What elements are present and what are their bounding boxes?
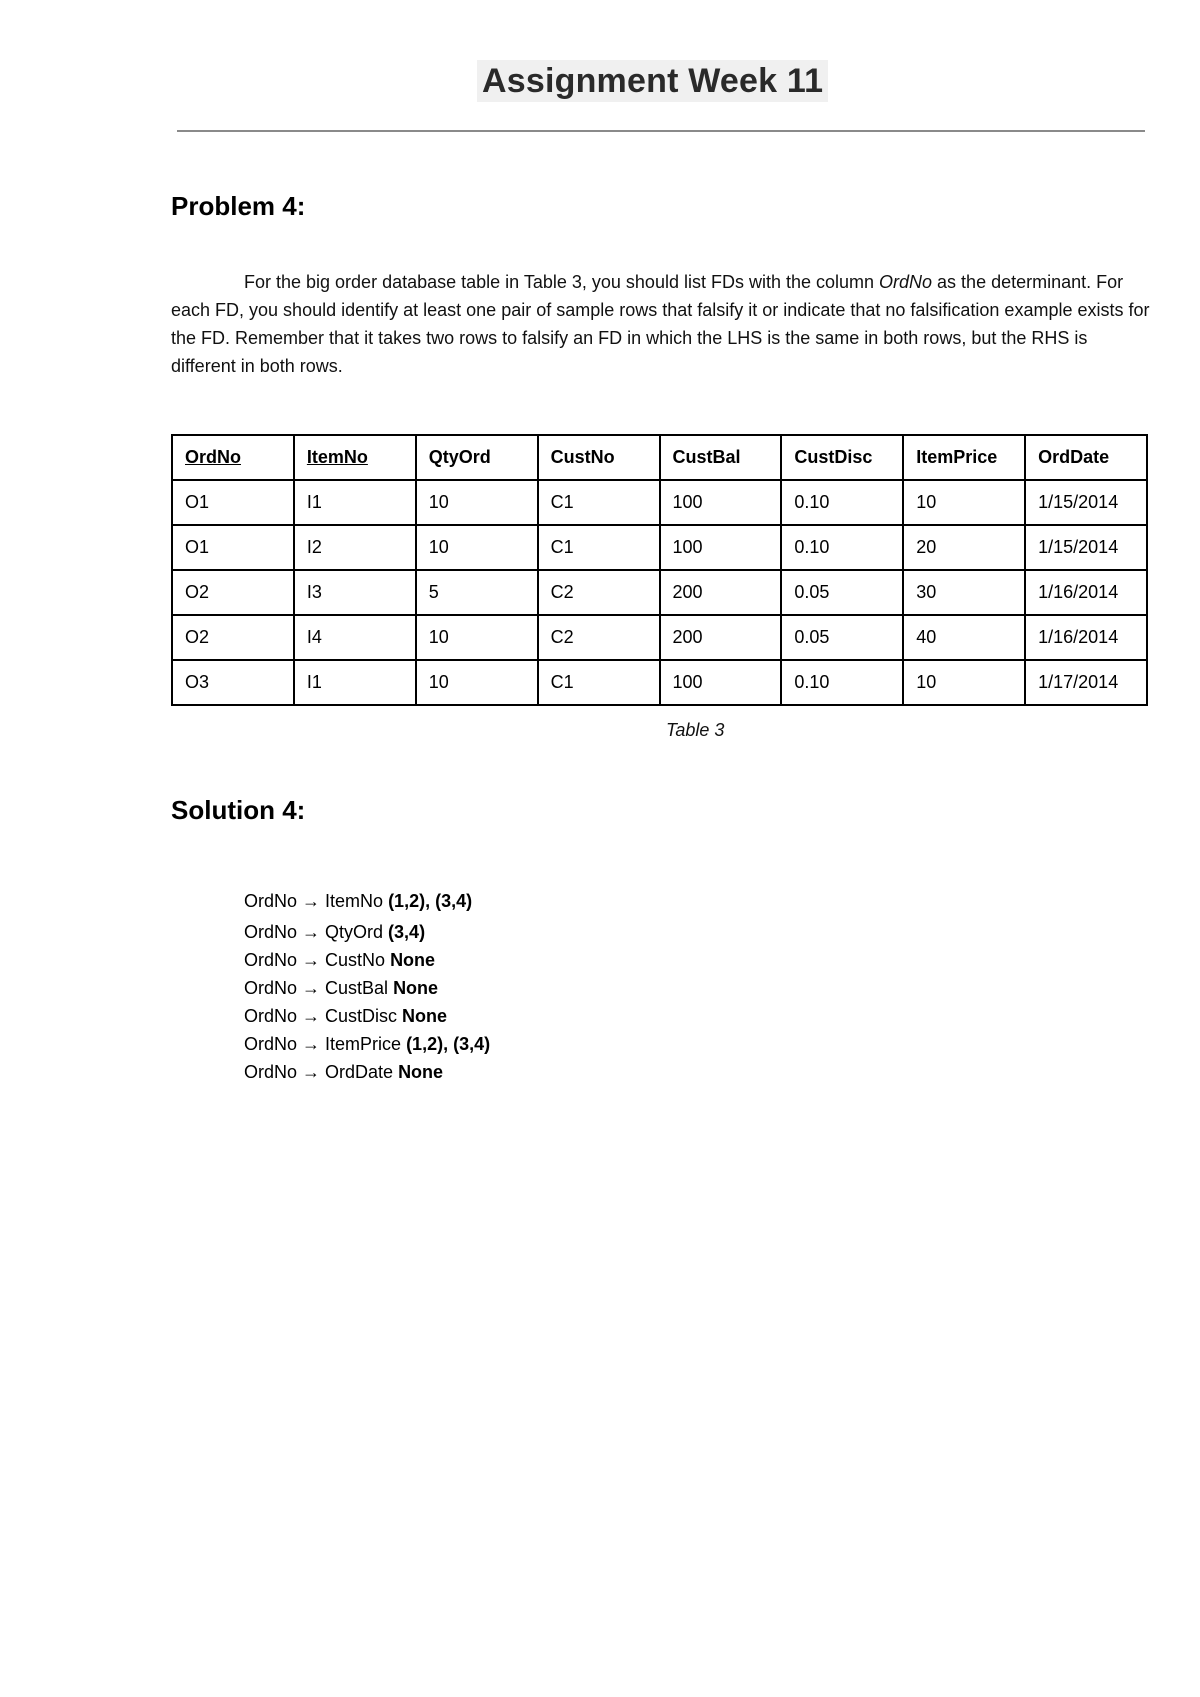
table-cell: C2 — [538, 570, 660, 615]
table-row — [172, 480, 1147, 525]
column-header: OrdDate — [1025, 435, 1147, 480]
table-cell: 10 — [416, 615, 538, 660]
table-cell: O3 — [172, 660, 294, 705]
table-cell: 30 — [903, 570, 1025, 615]
table-cell: 5 — [416, 570, 538, 615]
column-header: ItemPrice — [903, 435, 1025, 480]
table-cell: C1 — [538, 480, 660, 525]
table-cell: 10 — [416, 660, 538, 705]
table-cell: C1 — [538, 660, 660, 705]
table-row — [172, 615, 1147, 660]
table-cell: 10 — [903, 480, 1025, 525]
title-divider — [177, 130, 1145, 132]
fd-item — [244, 1002, 490, 1030]
table-cell: I4 — [294, 615, 416, 660]
table-cell: 200 — [660, 570, 782, 615]
table-cell: O1 — [172, 480, 294, 525]
table-cell: 0.10 — [781, 525, 903, 570]
fd-item — [244, 887, 490, 915]
table-cell: 0.10 — [781, 480, 903, 525]
problem-paragraph — [171, 268, 1151, 380]
column-header: QtyOrd — [416, 435, 538, 480]
fd-expression: OrdNo → CustDisc — [244, 1006, 398, 1026]
table-row — [172, 660, 1147, 705]
table-caption: Table 3 — [666, 720, 725, 740]
fd-expression: OrdNo → CustBal — [244, 978, 389, 998]
fd-result: None — [398, 1062, 444, 1082]
column-header: ItemNo — [294, 435, 416, 480]
problem-text: For the big order database table in Table 3, you should list FDs with the column — [244, 272, 880, 292]
table-cell: 10 — [416, 525, 538, 570]
table-cell: O2 — [172, 570, 294, 615]
document-title: Assignment Week 11 — [477, 60, 828, 102]
fd-expression: OrdNo → ItemNo — [244, 891, 384, 911]
fd-item — [244, 946, 490, 974]
column-header: CustBal — [660, 435, 782, 480]
problem-text-rest: as the determinant. For each FD, you should identify at least one pair of sample rows that falsify it or indicate that no falsification example exists for the FD. Remember that it takes two rows to falsify an FD in which the LHS is the same in both rows, but the RHS is different in both rows. — [171, 272, 1150, 376]
fd-item — [244, 1030, 490, 1058]
table-cell: 10 — [903, 660, 1025, 705]
fd-item — [244, 1058, 490, 1086]
table-cell: 10 — [416, 480, 538, 525]
table-cell: 1/15/2014 — [1025, 525, 1147, 570]
fd-result: (1,2), (3,4) — [388, 891, 473, 911]
fd-expression: OrdNo → ItemPrice — [244, 1034, 402, 1054]
table-cell: I1 — [294, 660, 416, 705]
table-cell: O2 — [172, 615, 294, 660]
column-header: CustNo — [538, 435, 660, 480]
table-cell: 1/15/2014 — [1025, 480, 1147, 525]
table-cell: 40 — [903, 615, 1025, 660]
table-cell: 1/16/2014 — [1025, 615, 1147, 660]
table-row — [172, 525, 1147, 570]
fd-expression: OrdNo → CustNo — [244, 950, 386, 970]
problem-heading: Problem 4: — [171, 191, 306, 221]
table-cell: 200 — [660, 615, 782, 660]
table-cell: 100 — [660, 660, 782, 705]
table-cell: 0.10 — [781, 660, 903, 705]
fd-item — [244, 974, 490, 1002]
fd-item — [244, 918, 490, 946]
fd-result: None — [393, 978, 439, 998]
fd-result: None — [390, 950, 436, 970]
table-header-row — [172, 435, 1147, 480]
column-header: OrdNo — [172, 435, 294, 480]
fd-expression: OrdNo → OrdDate — [244, 1062, 394, 1082]
fd-result: (1,2), (3,4) — [406, 1034, 491, 1054]
table-cell: I1 — [294, 480, 416, 525]
table-cell: 20 — [903, 525, 1025, 570]
table-row — [172, 570, 1147, 615]
table-cell: I3 — [294, 570, 416, 615]
fd-result: (3,4) — [388, 922, 426, 942]
fd-expression: OrdNo → QtyOrd — [244, 922, 384, 942]
table-cell: 0.05 — [781, 615, 903, 660]
table-cell: C2 — [538, 615, 660, 660]
table-cell: I2 — [294, 525, 416, 570]
table-body — [172, 480, 1147, 705]
table-cell: 100 — [660, 525, 782, 570]
problem-text-italic: OrdNo — [879, 272, 933, 292]
table-cell: 1/16/2014 — [1025, 570, 1147, 615]
table-cell: 1/17/2014 — [1025, 660, 1147, 705]
fd-result: None — [402, 1006, 448, 1026]
table-cell: 0.05 — [781, 570, 903, 615]
column-header: CustDisc — [781, 435, 903, 480]
order-table — [171, 434, 1148, 706]
table-cell: O1 — [172, 525, 294, 570]
table-cell: 100 — [660, 480, 782, 525]
solution-heading: Solution 4: — [171, 795, 306, 825]
fd-list — [244, 887, 490, 1086]
table-cell: C1 — [538, 525, 660, 570]
